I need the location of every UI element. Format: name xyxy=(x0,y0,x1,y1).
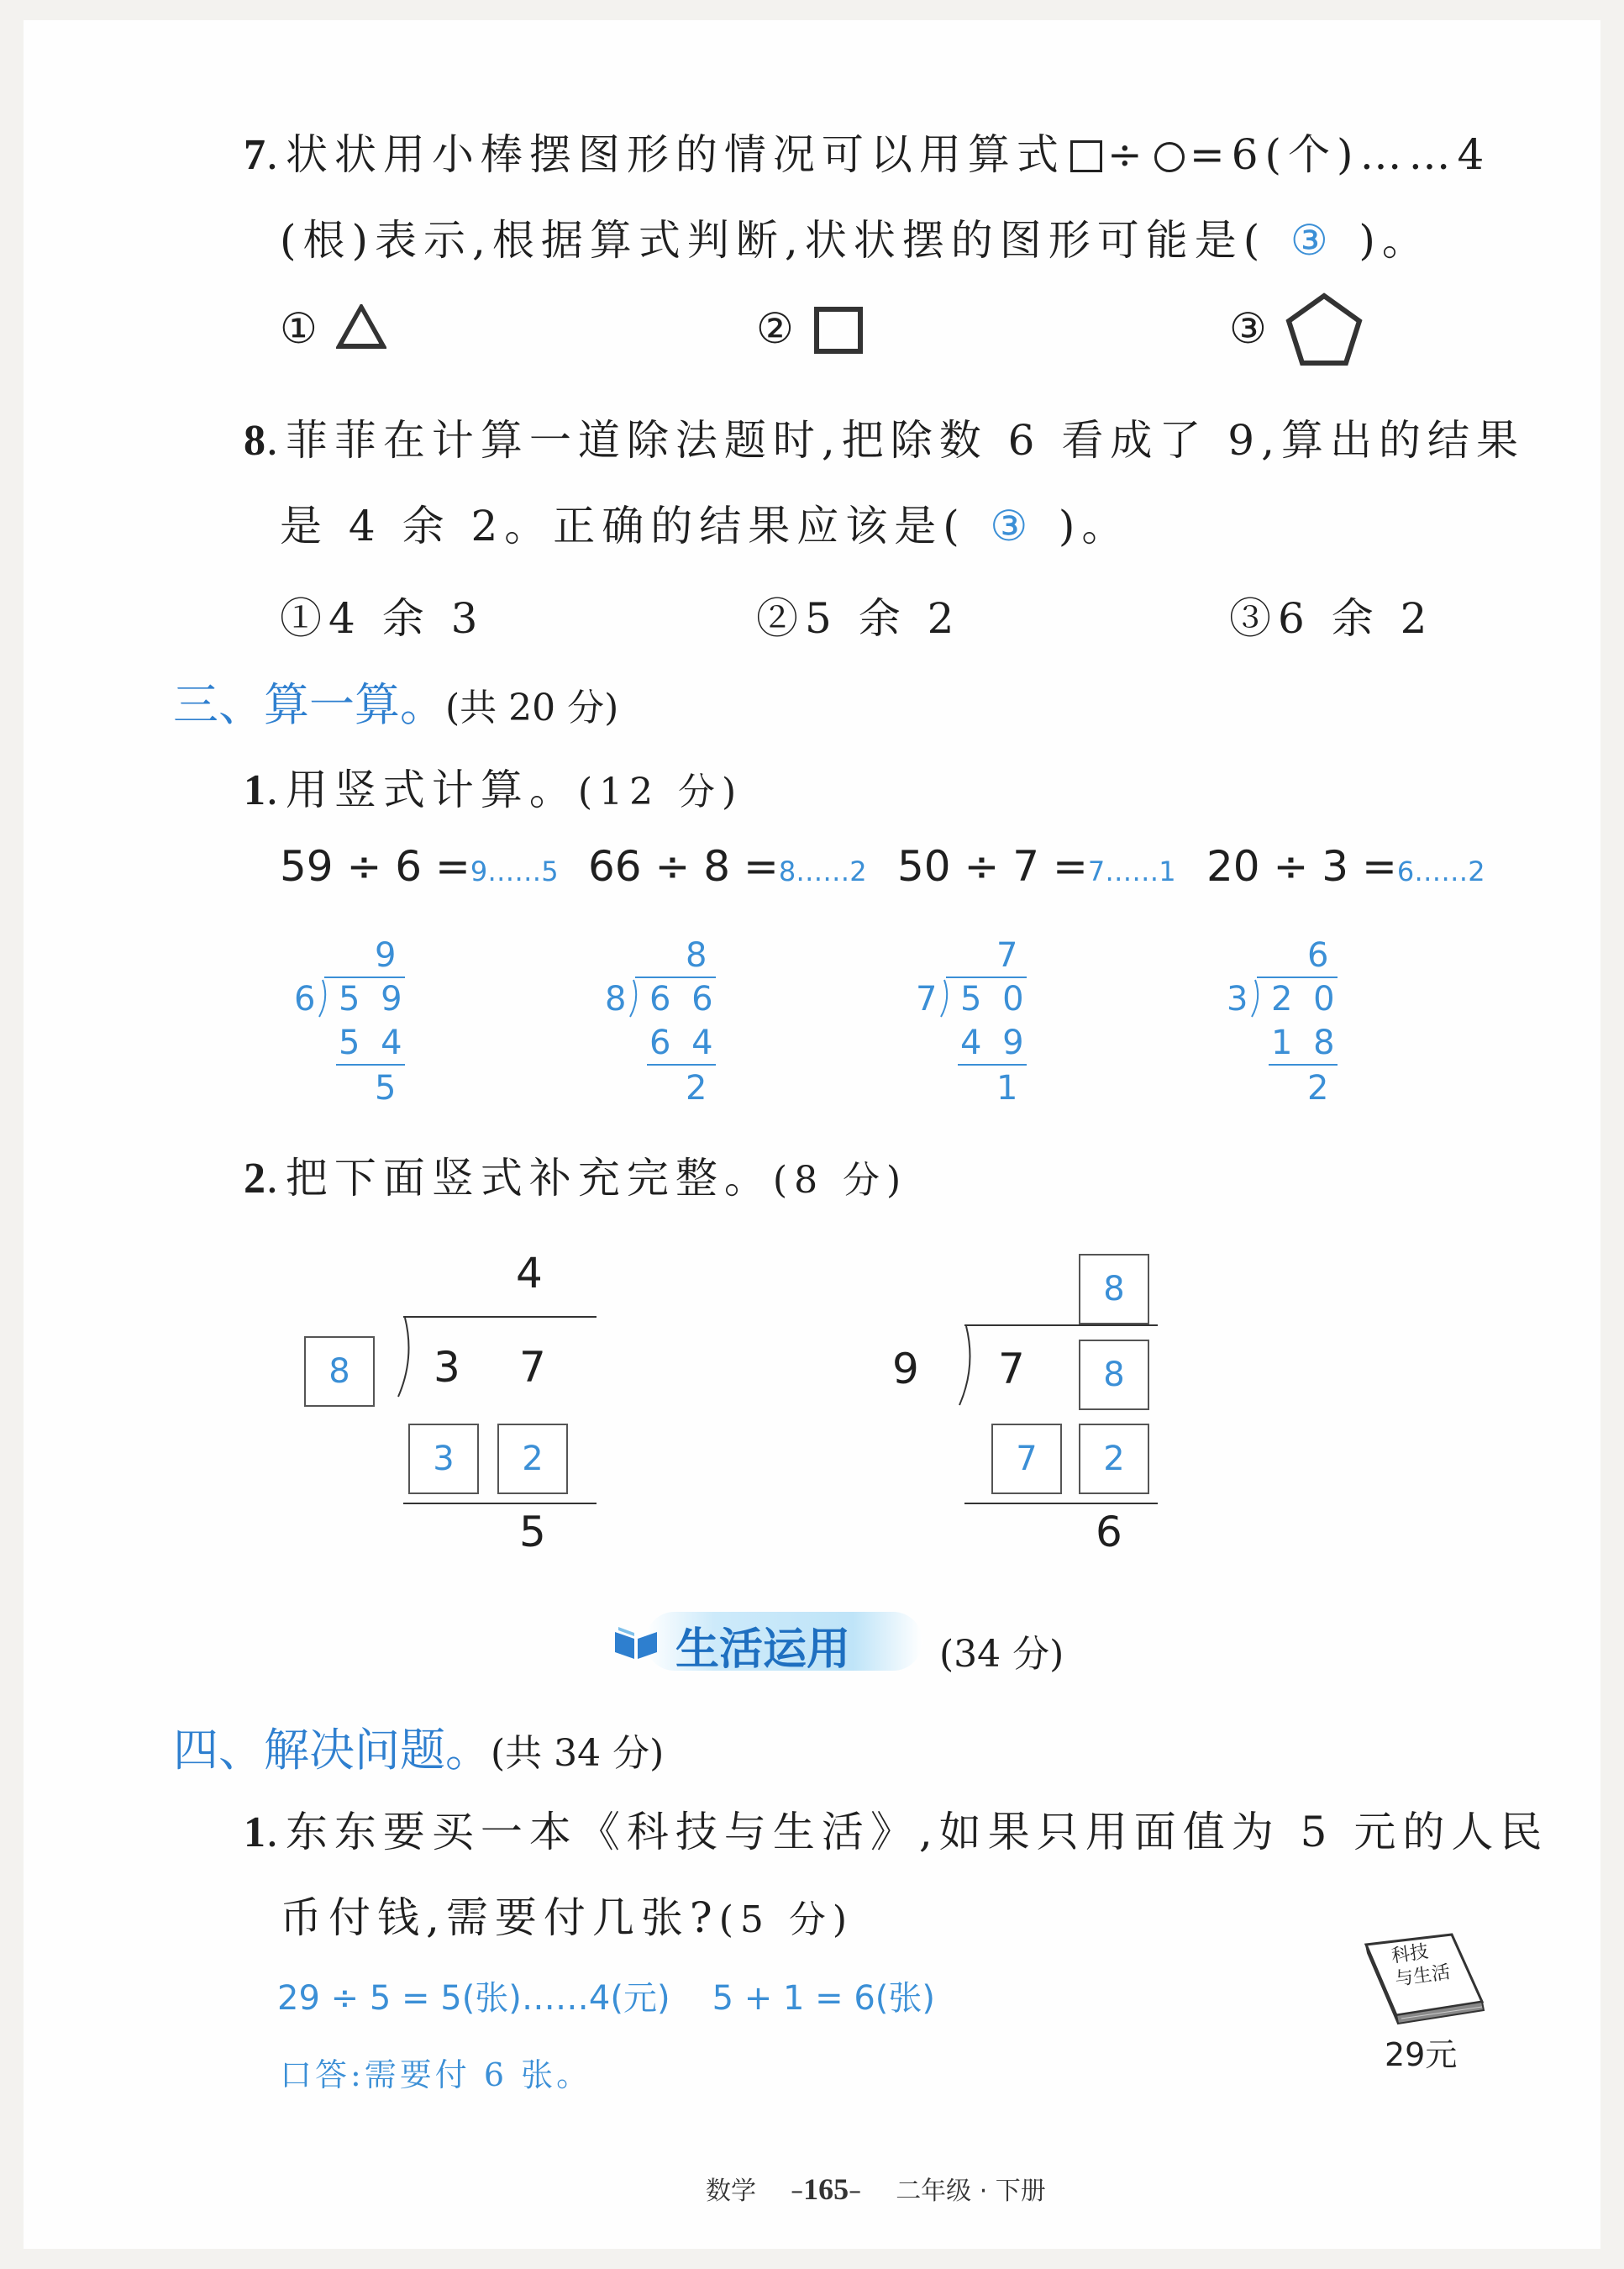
ld1-bracket xyxy=(316,978,333,1020)
expr-1 xyxy=(280,842,559,891)
expr-3-answer[interactable]: 7……1 xyxy=(1087,855,1176,887)
right-product-box-ones[interactable]: 2 xyxy=(1079,1424,1149,1494)
q8-text-1: .菲菲在计算一道除法题时,把除数 6 看成了 9,算出的结果 xyxy=(265,416,1525,465)
triangle-sticks-icon xyxy=(336,304,386,351)
right-bracket xyxy=(954,1324,980,1408)
pentagon-sticks-icon xyxy=(1284,291,1364,368)
ld4-divisor: 3 xyxy=(1227,980,1253,1019)
footer-subject: 数学 xyxy=(706,2177,756,2206)
square-sticks-icon xyxy=(813,306,864,355)
left-product-box-ones[interactable]: 2 xyxy=(497,1424,568,1494)
s3q1-number: 1 xyxy=(244,766,265,814)
ld4-top-line xyxy=(1257,977,1338,978)
q8-option-1: ①4 余 3 xyxy=(280,594,485,643)
s4q1-work[interactable] xyxy=(277,1972,935,2019)
ld2-remainder: 2 xyxy=(686,1069,712,1108)
ld1-quotient: 9 xyxy=(375,936,402,975)
q8-line-1 xyxy=(244,407,1525,467)
q8-text-2a: 是 4 余 2。正确的结果应该是( xyxy=(280,502,966,550)
q7-number: 7 xyxy=(244,131,265,179)
left-top-line xyxy=(403,1316,597,1318)
s4q1-line-2 xyxy=(280,1884,854,1945)
expr-4 xyxy=(1206,842,1485,891)
footer-page-number: 165 xyxy=(803,2172,849,2206)
banner-title: 生活运用 xyxy=(675,1624,851,1675)
right-divisor: 9 xyxy=(892,1345,919,1393)
ld1-product: 5 4 xyxy=(339,1024,407,1062)
book-title-line-2: 与生活 xyxy=(1393,1961,1452,1991)
ld3-product: 4 9 xyxy=(960,1024,1029,1062)
right-quotient-box[interactable]: 8 xyxy=(1079,1254,1149,1324)
q7-line-2 xyxy=(280,207,1431,267)
section-3-title: 三、算一算。 xyxy=(173,678,445,731)
circle-blank-icon xyxy=(1154,142,1185,172)
ld4-dividend: 2 0 xyxy=(1271,980,1340,1019)
q8-line-2 xyxy=(280,492,1130,553)
footer: 数学 –165– 二年级 · 下册 xyxy=(706,2172,1046,2206)
left-bottom-line xyxy=(403,1503,597,1504)
left-remainder: 5 xyxy=(519,1508,546,1556)
ld3-top-line xyxy=(946,977,1027,978)
ld4-bottom-line xyxy=(1269,1064,1338,1066)
left-product-box-tens[interactable]: 3 xyxy=(408,1424,479,1494)
q7-text-a: .状状用小棒摆图形的情况可以用算式 xyxy=(265,130,1065,179)
banner-points: (34 分) xyxy=(939,1633,1064,1676)
expr-4-text: 20 ÷ 3 = xyxy=(1206,842,1397,891)
right-bottom-line xyxy=(964,1503,1158,1504)
s3q1-points: (12 分) xyxy=(577,771,744,813)
q8-number: 8 xyxy=(244,417,265,465)
q7-text-2b: )。 xyxy=(1359,216,1431,265)
ld2-bottom-line xyxy=(647,1064,716,1066)
ld3-bottom-line xyxy=(958,1064,1027,1066)
q8-option-3: ③6 余 2 xyxy=(1229,594,1434,643)
q7-text-c: =6(个)……4 xyxy=(1189,130,1491,179)
ld1-remainder: 5 xyxy=(375,1069,402,1108)
option-3-label: ③ xyxy=(1229,304,1274,353)
ld3-divisor: 7 xyxy=(916,980,943,1019)
expr-4-answer[interactable]: 6……2 xyxy=(1396,855,1485,887)
page xyxy=(24,20,1600,2249)
left-dividend-ones: 7 xyxy=(519,1343,546,1392)
s3q1-heading xyxy=(244,756,743,817)
section-3-heading xyxy=(173,669,618,734)
s3q2-points: (8 分) xyxy=(772,1159,908,1202)
book-title-line-1: 科技 xyxy=(1390,1941,1430,1967)
option-2-label: ② xyxy=(756,304,801,353)
s4q1-line-1 xyxy=(244,1798,1548,1859)
s4q1-work-1: 29 ÷ 5 = 5(张)……4(元) xyxy=(277,1979,670,2018)
left-bracket xyxy=(393,1316,418,1400)
left-divisor-box[interactable]: 8 xyxy=(304,1336,375,1407)
q8-text-2b: )。 xyxy=(1058,502,1131,550)
ld1-divisor: 6 xyxy=(294,980,321,1019)
ld2-quotient: 8 xyxy=(686,936,712,975)
s4q1-work-2: 5 + 1 = 6(张) xyxy=(712,1979,936,2018)
right-remainder: 6 xyxy=(1096,1508,1122,1556)
ld2-product: 6 4 xyxy=(649,1024,718,1062)
s3q2-heading xyxy=(244,1145,907,1205)
q7-line-1 xyxy=(244,121,1490,182)
square-blank-icon xyxy=(1070,140,1102,172)
section-4-heading xyxy=(173,1714,664,1779)
q8-option-2: ②5 余 2 xyxy=(756,594,961,643)
q7-option-1 xyxy=(280,304,324,353)
expr-1-text: 59 ÷ 6 = xyxy=(280,842,470,891)
expr-3 xyxy=(897,842,1176,891)
s3q2-number: 2 xyxy=(244,1155,265,1203)
q7-answer[interactable]: ③ xyxy=(1290,216,1335,265)
q7-option-2 xyxy=(756,304,801,353)
ld4-product: 1 8 xyxy=(1271,1024,1340,1062)
q7-text-2a: (根)表示,根据算式判断,状状摆的图形可能是( xyxy=(280,216,1267,265)
q8-answer[interactable]: ③ xyxy=(990,502,1035,550)
section-3-points: (共 20 分) xyxy=(445,687,619,729)
left-quotient: 4 xyxy=(516,1249,543,1298)
ld1-bottom-line xyxy=(336,1064,405,1066)
q7-option-3 xyxy=(1229,304,1274,353)
right-top-line xyxy=(964,1324,1158,1326)
ld2-dividend: 6 6 xyxy=(649,980,718,1019)
s4q1-reply[interactable]: 口答:需要付 6 张。 xyxy=(280,2056,592,2093)
ld4-quotient: 6 xyxy=(1307,936,1334,975)
ld3-remainder: 1 xyxy=(996,1069,1023,1108)
section-4-title: 四、解决问题。 xyxy=(173,1724,491,1777)
book-icon xyxy=(612,1622,660,1662)
ld2-bracket xyxy=(627,978,644,1020)
footer-grade: 二年级 · 下册 xyxy=(896,2177,1046,2206)
s4q1-text-1: .东东要买一本《科技与生活》,如果只用面值为 5 元的人民 xyxy=(265,1808,1549,1856)
expr-2-answer[interactable]: 8……2 xyxy=(778,855,867,887)
ld3-dividend: 5 0 xyxy=(960,980,1029,1019)
s4q1-number: 1 xyxy=(244,1808,265,1856)
ld4-bracket xyxy=(1248,978,1265,1020)
ld1-dividend: 5 9 xyxy=(339,980,407,1019)
expr-2 xyxy=(588,842,867,891)
s3q1-title: .用竖式计算。 xyxy=(265,766,578,814)
ld2-divisor: 8 xyxy=(605,980,632,1019)
s3q2-title: .把下面竖式补充完整。 xyxy=(265,1154,773,1203)
ld4-remainder: 2 xyxy=(1307,1069,1334,1108)
ld3-bracket xyxy=(938,978,954,1020)
expr-2-text: 66 ÷ 8 = xyxy=(588,842,779,891)
expr-1-answer[interactable]: 9……5 xyxy=(470,855,559,887)
ld1-top-line xyxy=(324,977,405,978)
option-1-label: ① xyxy=(280,304,324,353)
ld3-quotient: 7 xyxy=(996,936,1023,975)
left-dividend-tens: 3 xyxy=(434,1343,460,1392)
expr-3-text: 50 ÷ 7 = xyxy=(897,842,1088,891)
s4q1-points: (5 分) xyxy=(718,1898,854,1941)
section-4-points: (共 34 分) xyxy=(491,1732,665,1775)
divide-sign: ÷ xyxy=(1106,130,1149,179)
right-product-box-tens[interactable]: 7 xyxy=(991,1424,1062,1494)
right-dividend-box-ones[interactable]: 8 xyxy=(1079,1340,1149,1410)
s4q1-text-2: 币付钱,需要付几张? xyxy=(280,1893,719,1942)
ld2-top-line xyxy=(635,977,716,978)
book-price: 29元 xyxy=(1385,2036,1458,2073)
right-dividend-tens: 7 xyxy=(998,1345,1025,1393)
